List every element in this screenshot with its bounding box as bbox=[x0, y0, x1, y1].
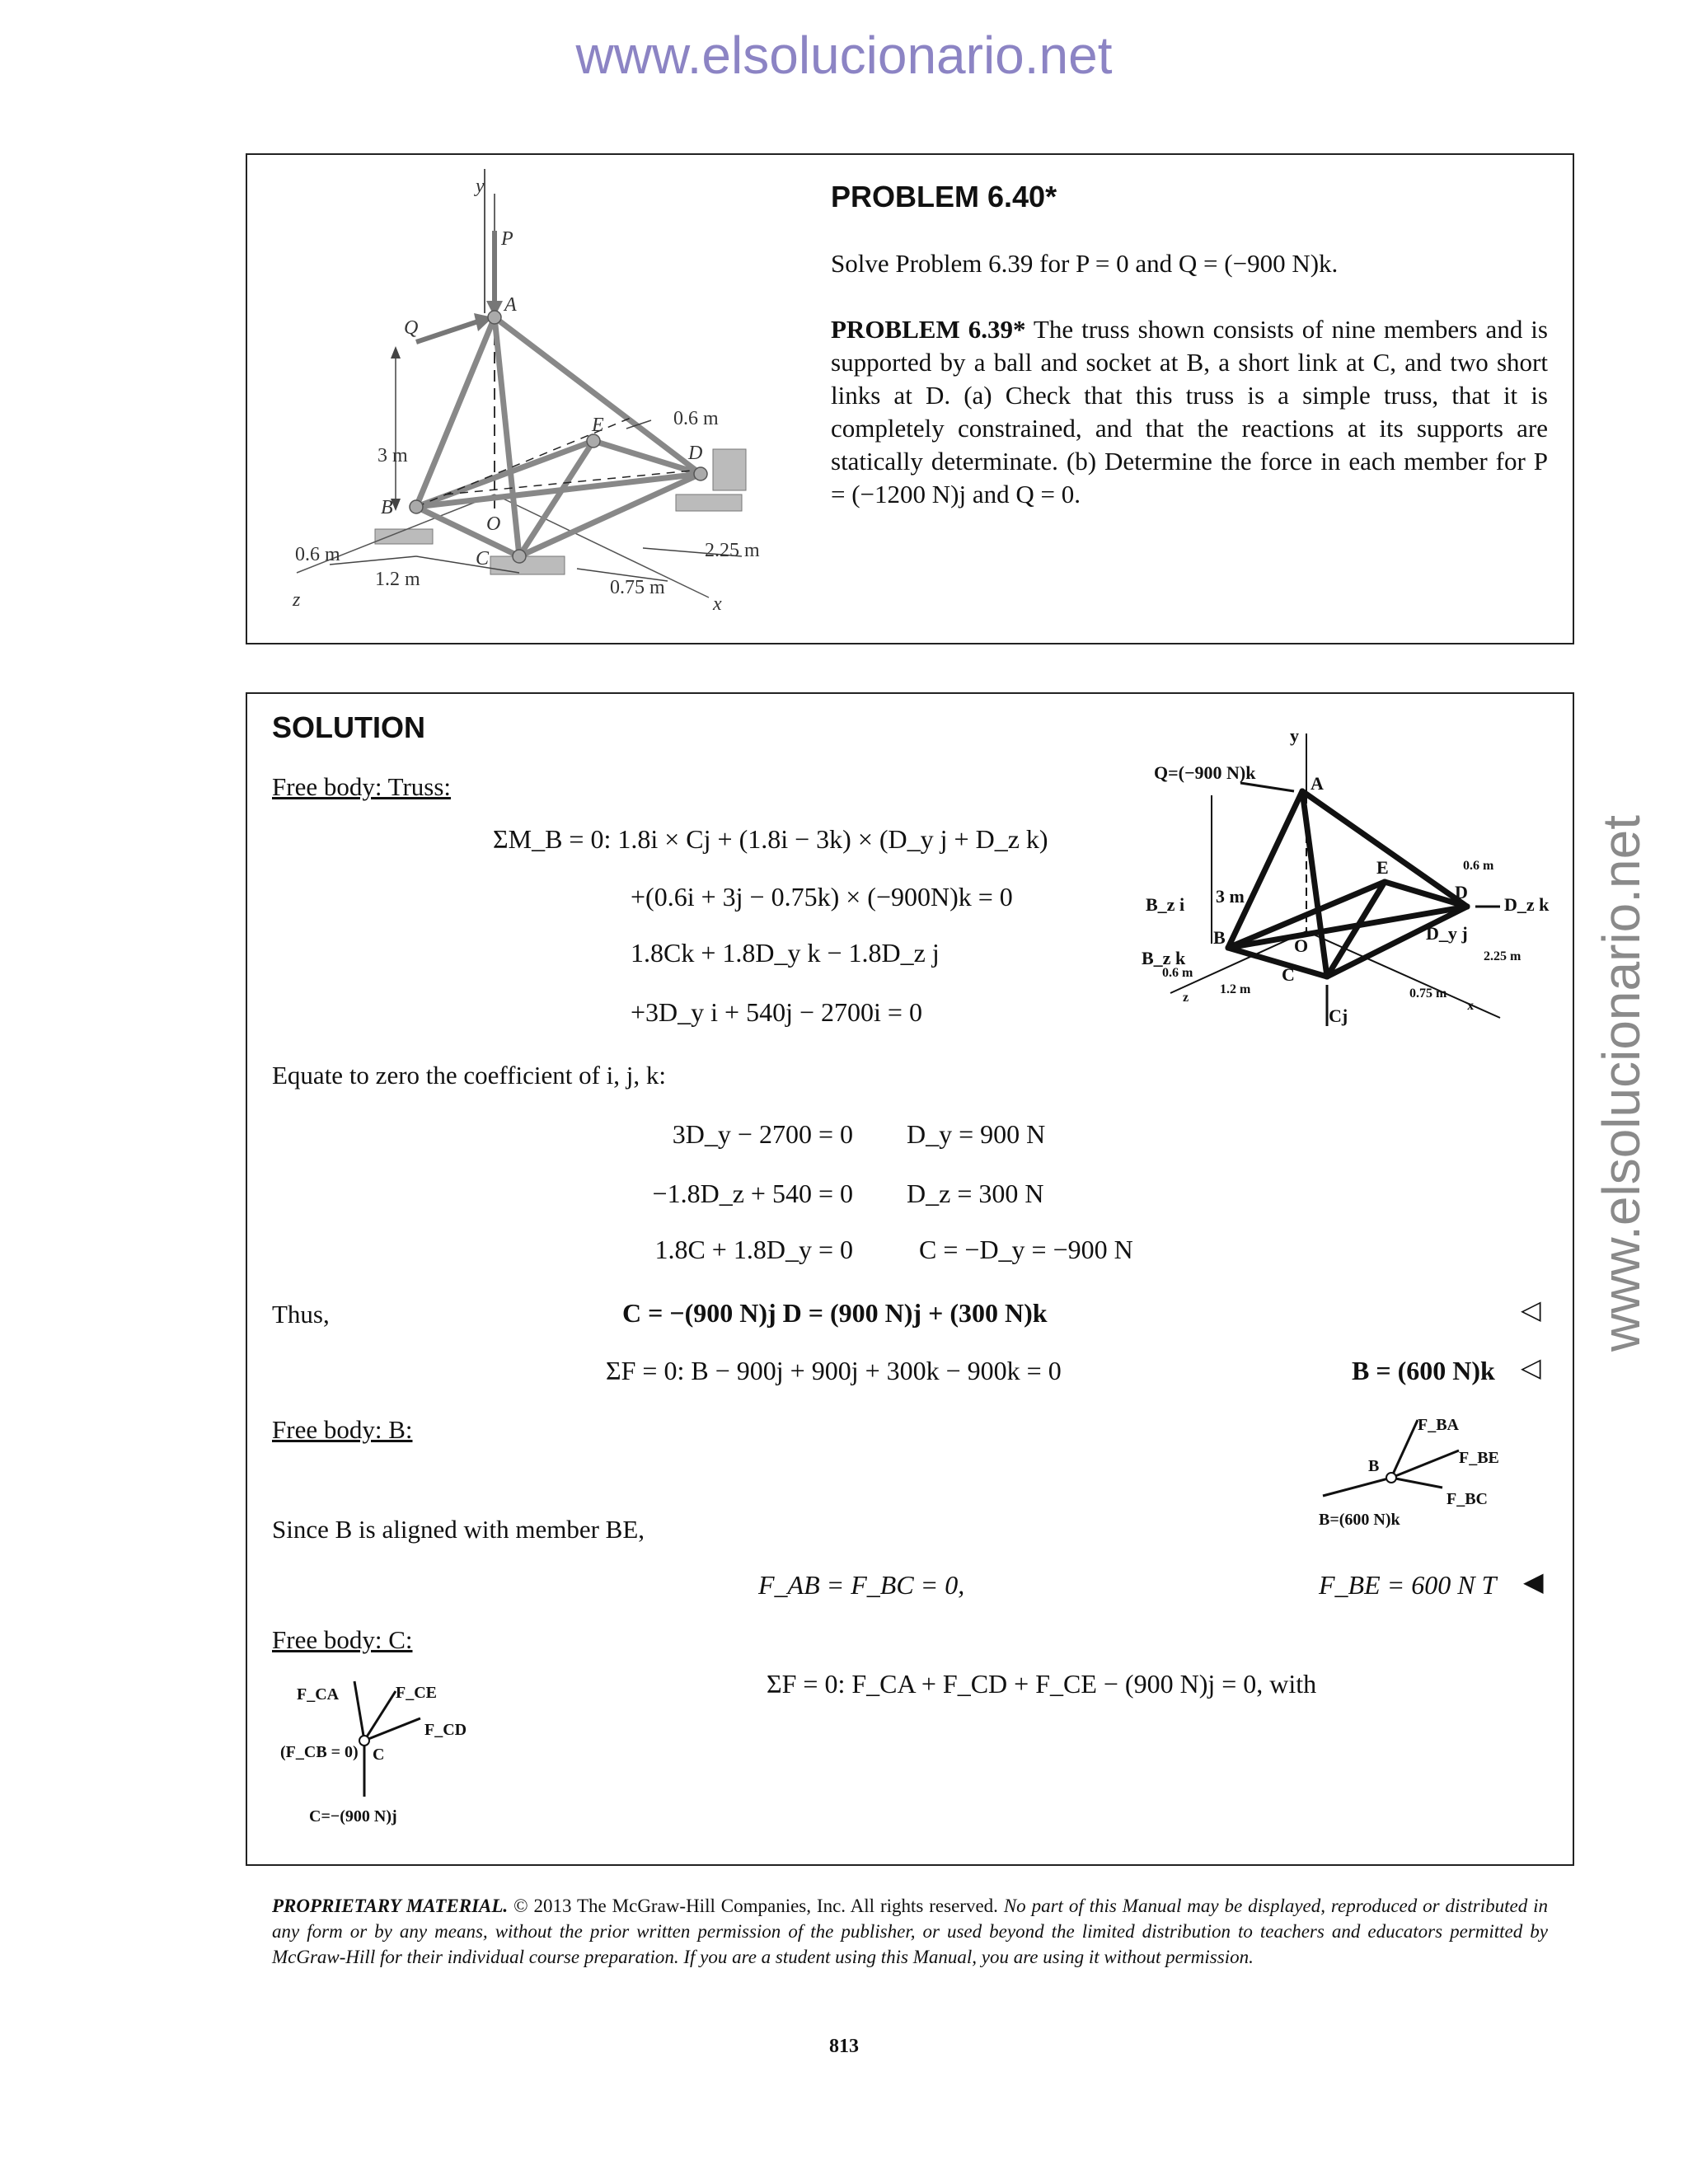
footer-normal: © 2013 The McGraw-Hill Companies, Inc. All rights reserved. bbox=[508, 1896, 1004, 1916]
fbe-eq: F_BE = 600 N T bbox=[1319, 1570, 1497, 1600]
moment-eq-3: 1.8Ck + 1.8D_y k − 1.8D_z j bbox=[631, 938, 940, 968]
s1-3m: 3 m bbox=[1216, 886, 1245, 907]
s3-C: C bbox=[373, 1746, 385, 1764]
sumF-C-eq: ΣF = 0: F_CA + F_CD + F_CE − (900 N)j = 0, with bbox=[767, 1669, 1317, 1699]
eq-left-2: −1.8D_z + 540 = 0 bbox=[652, 1179, 853, 1208]
thus-label: Thus, bbox=[272, 1300, 330, 1329]
s1-d075: 0.75 m bbox=[1409, 987, 1447, 1001]
s1-B: B bbox=[1213, 927, 1226, 948]
B-result: B = (600 N)k bbox=[1352, 1356, 1495, 1385]
fab-eq: F_AB = F_BC = 0, bbox=[758, 1570, 965, 1600]
s1-q: Q=(−900 N)k bbox=[1154, 762, 1256, 783]
fig-dim-cx: 0.75 m bbox=[610, 577, 665, 598]
moment-eq-2: +(0.6i + 3j − 0.75k) × (−900N)k = 0 bbox=[631, 882, 1013, 912]
s1-D: D bbox=[1455, 882, 1468, 902]
joint-C-sketch bbox=[272, 1665, 478, 1846]
truss-fbd-sketch bbox=[1137, 725, 1566, 1055]
s1-d12: 1.2 m bbox=[1220, 982, 1251, 996]
thus-eq: C = −(900 N)j D = (900 N)j + (300 N)k bbox=[622, 1298, 1048, 1328]
fig-label-Q: Q bbox=[404, 317, 419, 339]
s1-dzk: D_z k bbox=[1504, 894, 1550, 915]
fig-dim-h: 3 m bbox=[377, 445, 408, 466]
sumF-eq: ΣF = 0: B − 900j + 900j + 300k − 900k = 0 bbox=[606, 1356, 1062, 1385]
joint-B-sketch bbox=[1311, 1405, 1508, 1541]
footer-bold: PROPRIETARY MATERIAL. bbox=[272, 1896, 509, 1916]
equate-text: Equate to zero the coefficient of i, j, k: bbox=[272, 1061, 667, 1090]
fig-dim-zb: 0.6 m bbox=[295, 544, 340, 565]
page-number: 813 bbox=[829, 2036, 859, 2057]
eq-left-3: 1.8C + 1.8D_y = 0 bbox=[654, 1235, 853, 1264]
fig-label-y: y bbox=[476, 176, 485, 197]
ref-text: The truss shown consists of nine members and is supported by a ball and socket at B, a short link at C, and two short links at D. (a) Check that this truss is a simple truss, that it is completely constrained, and that the reactions at its supports are statically determinate. (b) Determine the force in each member for P = (−1200 N)j and Q = 0. bbox=[831, 315, 1548, 509]
answer-marker-3: ◀ bbox=[1523, 1567, 1544, 1596]
s1-bzi: B_z i bbox=[1146, 894, 1185, 915]
fig-dim-de: 0.6 m bbox=[673, 408, 719, 429]
problem-title: PROBLEM 6.40* bbox=[831, 180, 1057, 213]
s3-fca: F_CA bbox=[297, 1685, 340, 1704]
answer-marker-2: ◁ bbox=[1521, 1352, 1541, 1382]
eq-right-2: D_z = 300 N bbox=[907, 1179, 1044, 1208]
eq-left-1: 3D_y − 2700 = 0 bbox=[672, 1119, 853, 1149]
s1-d225: 2.25 m bbox=[1484, 949, 1522, 963]
solution-title: SOLUTION bbox=[272, 710, 425, 744]
s1-E: E bbox=[1376, 857, 1389, 878]
fb-truss-heading: Free body: Truss: bbox=[272, 772, 452, 801]
s3-fcd: F_CD bbox=[424, 1721, 467, 1739]
problem-statement: Solve Problem 6.39 for P = 0 and Q = (−900 N)k. bbox=[831, 249, 1339, 278]
watermark-top: www.elsolucionario.net bbox=[575, 26, 1113, 85]
since-text: Since B is aligned with member BE, bbox=[272, 1515, 645, 1544]
eq-right-3: C = −D_y = −900 N bbox=[919, 1235, 1133, 1264]
s1-d06a: 0.6 m bbox=[1463, 859, 1494, 873]
fb-C-heading: Free body: C: bbox=[272, 1625, 413, 1654]
fb-B-heading: Free body: B: bbox=[272, 1415, 413, 1444]
fig-dim-bc: 1.2 m bbox=[375, 569, 420, 590]
s1-dyj: D_y j bbox=[1426, 923, 1468, 944]
s1-bzk: B_z k bbox=[1142, 948, 1186, 968]
s1-z: z bbox=[1183, 991, 1189, 1005]
fig-label-z: z bbox=[293, 589, 301, 611]
problem-reference bbox=[831, 313, 1548, 511]
ref-label: PROBLEM 6.39* bbox=[831, 315, 1026, 344]
watermark-side: www.elsolucionario.net bbox=[1592, 815, 1651, 1352]
fig-label-x: x bbox=[713, 593, 722, 615]
moment-eq-1: ΣM_B = 0: 1.8i × Cj + (1.8i − 3k) × (D_y j + D_z k) bbox=[493, 824, 1048, 854]
s1-C: C bbox=[1282, 964, 1295, 985]
eq-right-1: D_y = 900 N bbox=[907, 1119, 1046, 1149]
s2-b: B=(600 N)k bbox=[1319, 1511, 1400, 1529]
s3-fce: F_CE bbox=[396, 1684, 437, 1702]
s3-c: C=−(900 N)j bbox=[309, 1807, 397, 1825]
fig-label-O: O bbox=[486, 513, 501, 535]
s1-A: A bbox=[1311, 773, 1324, 794]
footer-italic: No part of this Manual may be displayed, reproduced or distributed in any form or by any means, without the prior written permission of the publisher, or used beyond the limited distribution to teachers and educators permitted by McGraw-Hill for their individual course preparation. If you are a student using this Manual, you are using it without permission. bbox=[272, 1896, 1548, 1967]
s1-cj: Cj bbox=[1329, 1005, 1348, 1026]
s2-fbe: F_BE bbox=[1459, 1449, 1499, 1467]
fig-dim-dx: 2.25 m bbox=[705, 540, 760, 561]
s2-B: B bbox=[1368, 1457, 1380, 1475]
s1-x: x bbox=[1467, 999, 1474, 1013]
footer-copyright bbox=[272, 1893, 1548, 1970]
s1-d06b: 0.6 m bbox=[1162, 966, 1193, 980]
s1-O: O bbox=[1294, 935, 1309, 956]
fig-label-C: C bbox=[476, 548, 490, 569]
truss-figure bbox=[280, 169, 808, 630]
s3-fcb: (F_CB = 0) bbox=[280, 1743, 359, 1761]
moment-eq-4: +3D_y i + 540j − 2700i = 0 bbox=[631, 997, 922, 1027]
fig-label-P: P bbox=[501, 228, 513, 250]
fig-label-E: E bbox=[592, 415, 604, 436]
s1-y: y bbox=[1290, 725, 1299, 746]
fig-label-B: B bbox=[381, 497, 393, 518]
fig-label-D: D bbox=[688, 443, 703, 464]
fig-label-A: A bbox=[504, 294, 517, 316]
answer-marker-1: ◁ bbox=[1521, 1295, 1541, 1324]
s2-fbc: F_BC bbox=[1447, 1490, 1488, 1508]
s2-fba: F_BA bbox=[1418, 1416, 1459, 1434]
